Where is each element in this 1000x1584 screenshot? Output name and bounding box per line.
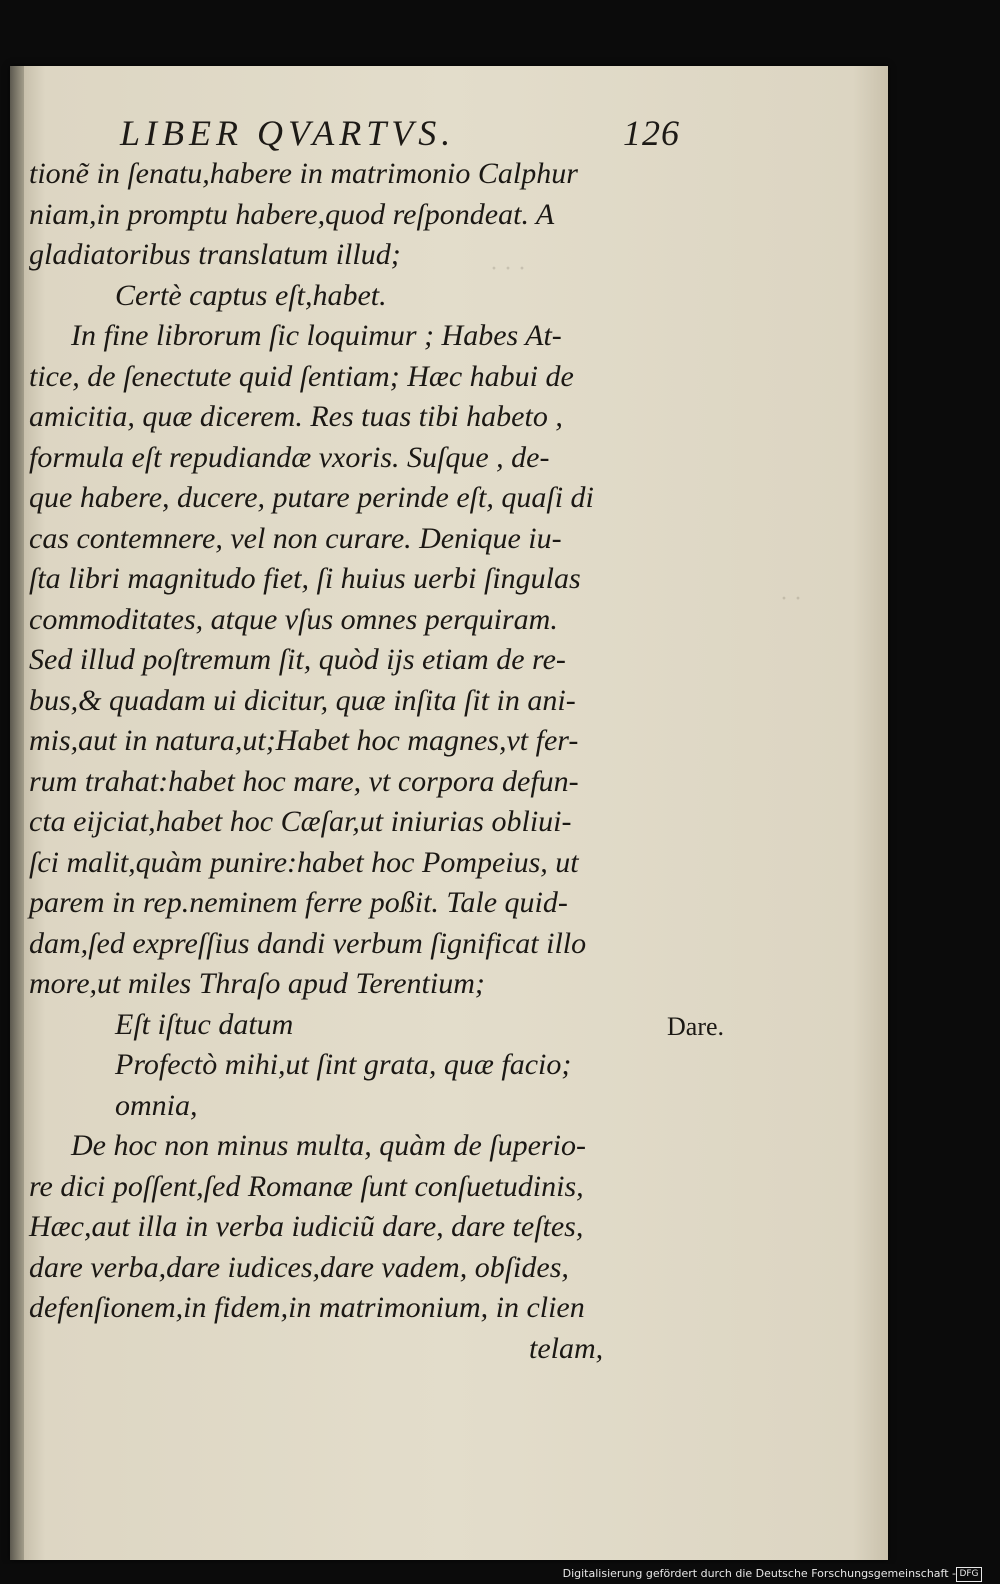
body-text	[29, 154, 679, 1369]
text-line: dam,ſed expreſſius dandi verbum ſignificat illo	[29, 926, 587, 960]
text-line: defenſionem,in fidem,in matrimonium, in clien	[29, 1291, 585, 1324]
text-line: De hoc non minus multa, quàm de ſuperio-	[71, 1129, 586, 1162]
book-page	[10, 66, 888, 1560]
text-line: Certè captus eſt,habet.	[115, 278, 387, 312]
text-line: Hæc,aut illa in verba iudiciũ dare, dare teſtes,	[29, 1210, 584, 1243]
text-line: telam,	[529, 1331, 604, 1365]
text-line: amicitia, quæ dicerem. Res tuas tibi habeto ,	[29, 400, 563, 433]
text-line: dare verba,dare iudices,dare vadem, obſides,	[29, 1250, 569, 1284]
text-line: more,ut miles Thraſo apud Terentium;	[29, 967, 485, 1000]
text-line: tionẽ in ſenatu,habere in matrimonio Calphur	[29, 157, 578, 190]
text-line: formula eſt repudiandæ vxoris. Suſque , de-	[29, 440, 550, 474]
text-line: omnia,	[115, 1088, 198, 1122]
text-line: cas contemnere, vel non curare. Denique iu-	[29, 521, 562, 555]
text-line: ſta libri magnitudo fiet, ſi huius uerbi ſingulas	[29, 562, 581, 595]
text-line: ſci malit,quàm punire:habet hoc Pompeius, ut	[29, 845, 579, 879]
text-line: Profectò mihi,ut ſint grata, quæ facio;	[115, 1048, 572, 1081]
dfg-logo: DFG	[956, 1567, 982, 1582]
text-line: cta eijciat,habet hoc Cæſar,ut iniurias obliui-	[29, 805, 572, 838]
text-line: re dici poſſent,ſed Romanæ ſunt conſuetudinis,	[29, 1169, 584, 1203]
text-line: tice, de ſenectute quid ſentiam; Hæc habui de	[29, 359, 574, 393]
text-line: niam,in promptu habere,quod reſpondeat. A	[29, 197, 555, 231]
text-line: gladiatoribus translatum illud;	[29, 238, 401, 271]
margin-note: Dare.	[667, 1012, 725, 1041]
funding-credit: Digitalisierung gefördert durch die Deutsche Forschungsgemeinschaft -	[562, 1567, 956, 1580]
text-line: que habere, ducere, putare perinde eſt, quaſi di	[29, 481, 594, 514]
footer-bar	[0, 1564, 1000, 1584]
text-line: mis,aut in natura,ut;Habet hoc magnes,vt fer-	[29, 724, 579, 757]
show-through-ghost: · · ·	[490, 256, 526, 282]
running-title: LIBER QVARTVS.	[120, 113, 456, 153]
text-line: bus,& quadam ui dicitur, quæ inſita ſit in ani-	[29, 683, 576, 717]
text-line: commoditates, atque vſus omnes perquiram.	[29, 602, 558, 636]
text-line: In fine librorum ſic loquimur ; Habes At-	[71, 319, 562, 352]
text-line: parem in rep.neminem ferre poßit. Tale quid-	[29, 886, 568, 919]
show-through-ghost: · ·	[780, 586, 802, 612]
running-header	[120, 112, 680, 152]
text-line: rum trahat:habet hoc mare, vt corpora defun-	[29, 764, 579, 798]
page-number: 126	[623, 113, 680, 153]
text-line: Eſt iſtuc datum	[115, 1007, 294, 1041]
text-line: Sed illud poſtremum ſit, quòd ijs etiam de re-	[29, 643, 566, 676]
